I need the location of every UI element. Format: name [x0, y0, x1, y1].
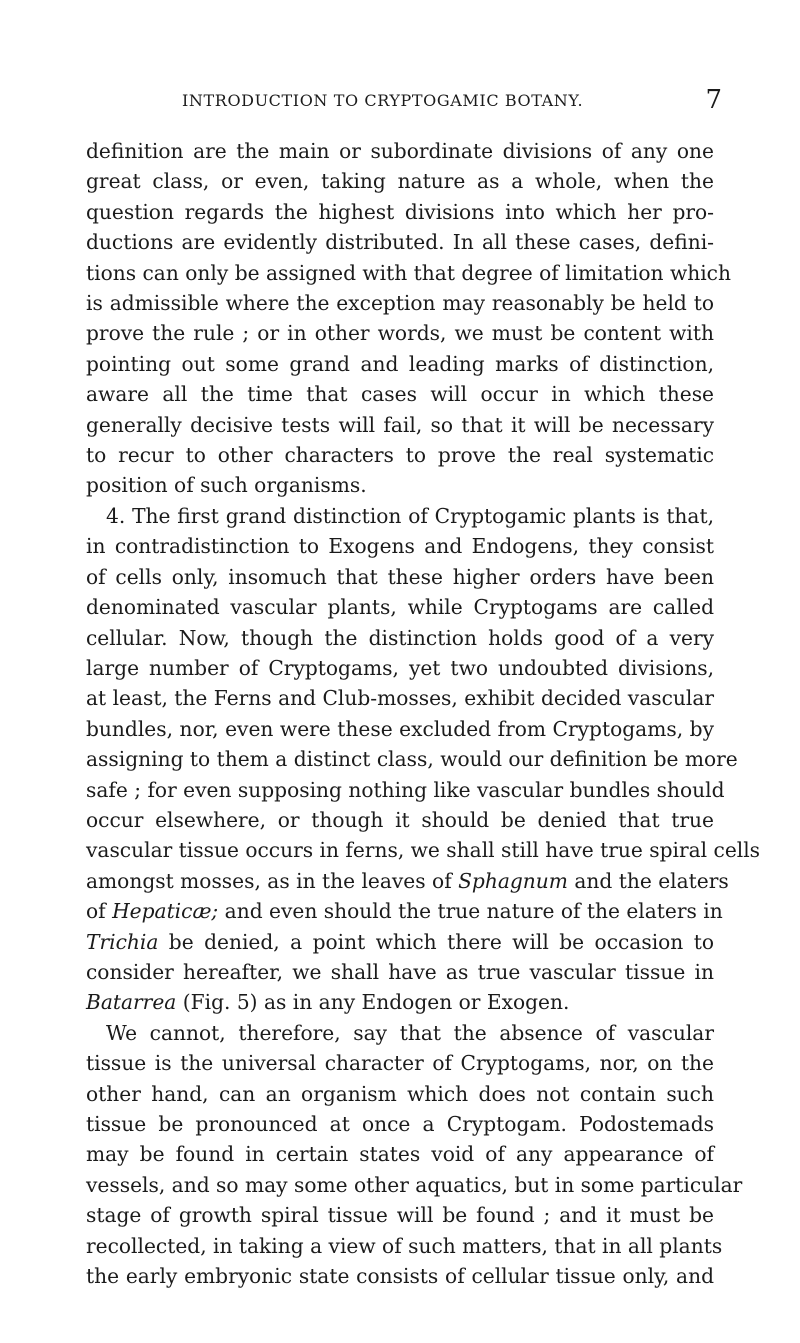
text-line: vessels, and so may some other aquatics, but in some particular	[86, 1172, 743, 1197]
text-line: prove the rule ; or in other words, we must be content with	[86, 321, 714, 346]
body-text	[86, 136, 761, 1291]
text-line: denominated vascular plants, while Cryptogams are called	[86, 595, 714, 620]
text-line: pointing out some grand and leading marks of distinction,	[86, 351, 714, 376]
text-line: of cells only, insomuch that these higher orders have been	[86, 564, 714, 589]
text-line: position of such organisms.	[86, 473, 367, 498]
text-line: ductions are evidently distributed. In all these cases, defini-	[86, 230, 714, 255]
text-run: be denied, a point which there will be occasion to	[168, 929, 714, 954]
text-run: and even should the true nature of the elaters in	[224, 899, 723, 924]
text-line: consider hereafter, we shall have as true vascular tissue in	[86, 959, 714, 984]
text-line: recollected, in taking a view of such matters, that in all plants	[86, 1233, 723, 1258]
text-run: of	[86, 899, 106, 924]
text-line: the early embryonic state consists of cellular tissue only, and	[86, 1264, 714, 1289]
text-line: tissue be pronounced at once a Cryptogam. Podostemads	[86, 1112, 714, 1136]
text-line: 4. The first grand distinction of Cryptogamic plants is that,	[106, 503, 714, 528]
text-line: question regards the highest divisions into which her pro-	[86, 199, 714, 224]
text-line: occur elsewhere, or though it should be denied that true	[86, 807, 714, 832]
text-line: tions can only be assigned with that degree of limitation which	[86, 260, 731, 285]
text-line: at least, the Ferns and Club-mosses, exhibit decided vascular	[86, 686, 715, 711]
text-run: and the elaters	[574, 868, 729, 893]
text-run: (Fig. 5) as in any Endogen or Exogen.	[182, 990, 570, 1015]
text-line: cellular. Now, though the distinction holds good of a very	[86, 625, 714, 650]
text-line: safe ; for even supposing nothing like vascular bundles should	[86, 777, 725, 802]
page-number: 7	[705, 85, 722, 115]
text-line: may be found in certain states void of any appearance of	[86, 1142, 714, 1167]
text-line: stage of growth spiral tissue will be found ; and it must be	[86, 1203, 714, 1228]
italic-term-hepaticae: Hepaticæ;	[112, 899, 219, 924]
running-head	[82, 87, 722, 117]
text-line: in contradistinction to Exogens and Endogens, they consist	[86, 534, 714, 559]
text-line: bundles, nor, even were these excluded from Cryptogams, by	[86, 716, 714, 741]
text-line: other hand, can an organism which does not contain such	[86, 1081, 714, 1106]
text-line: assigning to them a distinct class, would our definition be more	[86, 747, 738, 772]
text-line: We cannot, therefore, say that the absence of vascular	[106, 1020, 714, 1045]
italic-term-batarrea: Batarrea	[86, 990, 177, 1015]
text-line: to recur to other characters to prove the real systematic	[86, 443, 714, 468]
italic-term-trichia: Trichia	[86, 929, 159, 954]
text-line: definition are the main or subordinate divisions of any one	[86, 139, 714, 163]
text-line: aware all the time that cases will occur in which these	[86, 382, 714, 407]
italic-term-sphagnum: Sphagnum	[458, 868, 568, 893]
text-line	[86, 927, 714, 957]
text-line: vascular tissue occurs in ferns, we shall still have true spiral cells	[86, 838, 761, 863]
text-line: tissue is the universal character of Cryptogams, nor, on the	[86, 1051, 714, 1076]
text-line	[86, 987, 714, 1017]
text-line: great class, or even, taking nature as a whole, when the	[86, 169, 714, 194]
text-line: is admissible where the exception may reasonably be held to	[86, 291, 714, 316]
text-line	[86, 866, 729, 896]
text-line: large number of Cryptogams, yet two undoubted divisions,	[86, 655, 714, 680]
text-run: amongst mosses, as in the leaves of	[86, 868, 452, 893]
running-title: INTRODUCTION TO CRYPTOGAMIC BOTANY.	[182, 91, 584, 110]
text-line: generally decisive tests will fail, so that it will be necessary	[86, 412, 714, 437]
text-line	[86, 896, 723, 926]
